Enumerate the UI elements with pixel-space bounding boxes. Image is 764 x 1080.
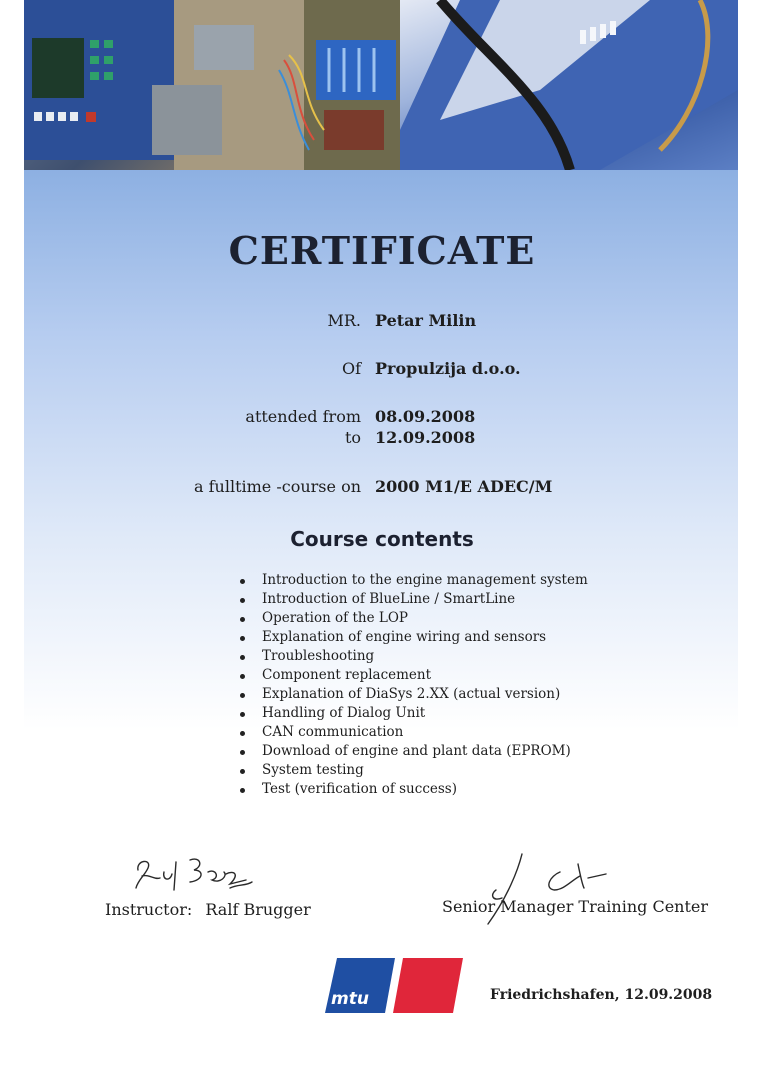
instructor-name: Ralf Brugger: [205, 900, 311, 919]
list-item: Download of engine and plant data (EPROM): [238, 742, 588, 761]
list-item: Component replacement: [238, 666, 588, 685]
instructor-label: Instructor:: [105, 900, 193, 919]
mtu-logo: [325, 958, 463, 1013]
list-item: Explanation of DiaSys 2.XX (actual version): [238, 685, 588, 704]
list-item: Explanation of engine wiring and sensors: [238, 628, 588, 647]
course-name: 2000 M1/E ADEC/M: [375, 477, 553, 496]
date-to: 12.09.2008: [375, 428, 476, 447]
date-from: 08.09.2008: [375, 407, 476, 426]
to-label: to: [344, 428, 361, 447]
manager-title: Senior Manager Training Center: [442, 897, 709, 916]
attended-from-label: attended from: [245, 407, 361, 426]
list-item: Introduction of BlueLine / SmartLine: [238, 590, 588, 609]
of-label: Of: [341, 359, 361, 378]
list-item: System testing: [238, 761, 588, 780]
instructor-signature: [130, 850, 260, 900]
list-item: Introduction to the engine management system: [238, 571, 588, 590]
course-contents-list: [238, 571, 588, 799]
engine-cover-photo: [400, 0, 738, 170]
list-item: Operation of the LOP: [238, 609, 588, 628]
list-item: Troubleshooting: [238, 647, 588, 666]
participant-name: Petar Milin: [375, 311, 477, 330]
course-contents-heading: Course contents: [290, 527, 474, 551]
manager-signature: [480, 850, 620, 928]
certificate-title: CERTIFICATE: [228, 228, 536, 273]
header-photo-banner: [24, 0, 738, 170]
course-label: a fulltime -course on: [193, 477, 361, 496]
list-item: Test (verification of success): [238, 780, 588, 799]
engine-control-panel-photo: [24, 0, 400, 170]
instructor-signature-block: [105, 900, 311, 919]
logo-text: mtu: [331, 989, 369, 1009]
salutation-label: MR.: [327, 311, 361, 330]
list-item: CAN communication: [238, 723, 588, 742]
list-item: Handling of Dialog Unit: [238, 704, 588, 723]
company-name: Propulzija d.o.o.: [375, 359, 521, 378]
place-and-date: Friedrichshafen, 12.09.2008: [490, 987, 713, 1003]
